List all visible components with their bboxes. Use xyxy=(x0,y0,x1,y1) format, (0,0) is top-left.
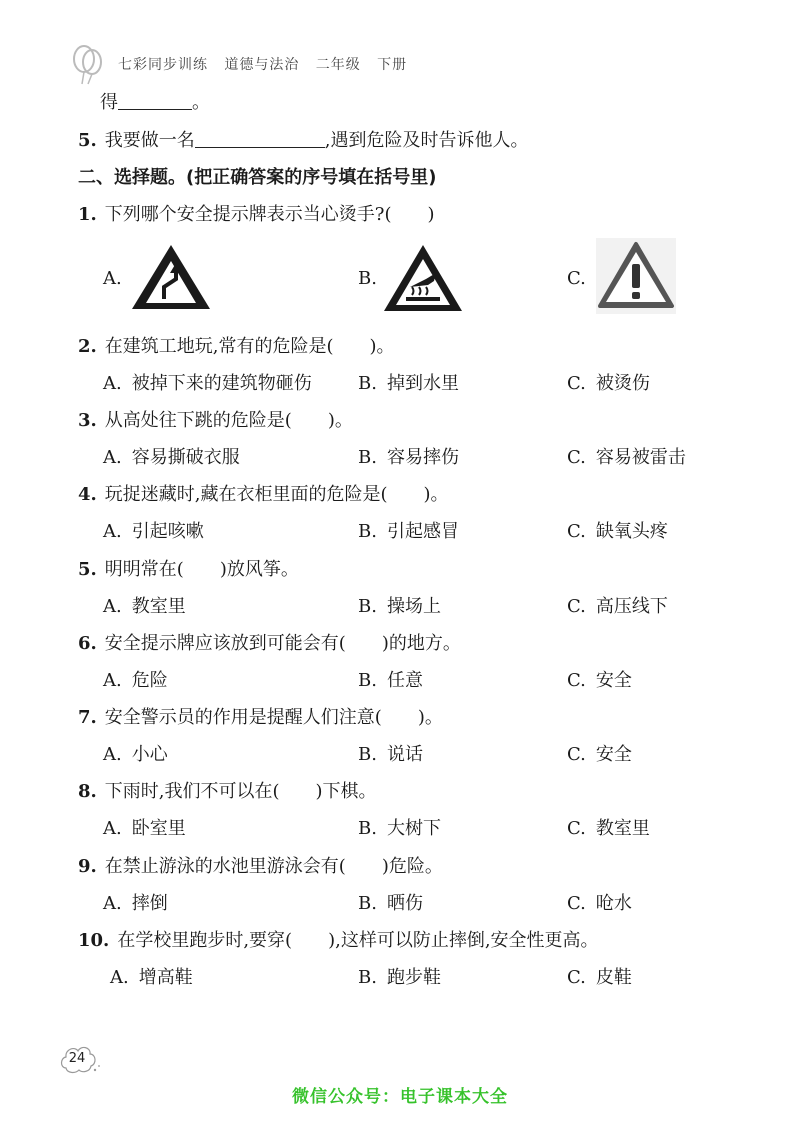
hot-surface-hand-sign-icon xyxy=(382,243,464,313)
option-2-b[interactable]: B. 掉到水里 xyxy=(358,373,459,394)
option-8-c[interactable]: C. 教室里 xyxy=(567,818,650,839)
question-4: 4. 玩捉迷藏时,藏在衣柜里面的危险是( )。 xyxy=(78,484,449,505)
header-title xyxy=(118,54,407,74)
winding-road-sign-icon xyxy=(130,243,212,311)
fill-question-5: 5. 我要做一名 ,遇到危险及时告诉他人。 xyxy=(78,130,529,151)
option-5-b[interactable]: B. 操场上 xyxy=(358,596,441,617)
question-6: 6. 安全提示牌应该放到可能会有( )的地方。 xyxy=(78,633,461,654)
carry-over-line: 得 。 xyxy=(100,92,210,113)
option-1-a[interactable]: A. xyxy=(103,268,122,289)
header-series: 七彩同步训练 xyxy=(118,57,208,73)
question-2: 2. 在建筑工地玩,常有的危险是( )。 xyxy=(78,336,395,357)
option-8-b[interactable]: B. 大树下 xyxy=(358,818,441,839)
header-subject: 道德与法治 xyxy=(224,57,300,73)
page-header xyxy=(70,44,490,84)
option-3-b[interactable]: B. 容易摔伤 xyxy=(358,447,459,468)
option-6-c[interactable]: C. 安全 xyxy=(567,670,632,691)
option-10-a[interactable]: A. 增高鞋 xyxy=(110,967,193,988)
option-3-a[interactable]: A. 容易撕破衣服 xyxy=(103,447,240,468)
option-4-a[interactable]: A. 引起咳嗽 xyxy=(103,521,204,542)
option-1-b[interactable]: B. xyxy=(358,268,377,289)
option-8-a[interactable]: A. 卧室里 xyxy=(103,818,186,839)
question-1: 1. 下列哪个安全提示牌表示当心烫手?( ) xyxy=(78,204,435,225)
question-7: 7. 安全警示员的作用是提醒人们注意( )。 xyxy=(78,707,443,728)
option-2-a[interactable]: A. 被掉下来的建筑物砸伤 xyxy=(103,373,312,394)
question-8: 8. 下雨时,我们不可以在( )下棋。 xyxy=(78,781,377,802)
watermark-text: 微信公众号：电子课本大全 xyxy=(292,1087,508,1107)
option-5-c[interactable]: C. 高压线下 xyxy=(567,596,668,617)
exclamation-warning-sign-icon xyxy=(596,238,676,314)
question-3: 3. 从高处往下跳的危险是( )。 xyxy=(78,410,353,431)
balloon-icon xyxy=(70,44,110,88)
option-6-b[interactable]: B. 任意 xyxy=(358,670,423,691)
question-10: 10. 在学校里跑步时,要穿( ),这样可以防止摔倒,安全性更高。 xyxy=(78,930,599,951)
fill-blank[interactable] xyxy=(118,91,192,110)
header-grade: 二年级 xyxy=(315,57,361,73)
option-7-b[interactable]: B. 说话 xyxy=(358,744,423,765)
option-4-c[interactable]: C. 缺氧头疼 xyxy=(567,521,668,542)
question-5: 5. 明明常在( )放风筝。 xyxy=(78,559,299,580)
option-10-c[interactable]: C. 皮鞋 xyxy=(567,967,632,988)
option-1-c[interactable]: C. xyxy=(567,268,586,289)
section-title: 二、选择题。(把正确答案的序号填在括号里) xyxy=(78,167,437,188)
option-6-a[interactable]: A. 危险 xyxy=(103,670,168,691)
option-7-c[interactable]: C. 安全 xyxy=(567,744,632,765)
option-7-a[interactable]: A. 小心 xyxy=(103,744,168,765)
option-9-b[interactable]: B. 晒伤 xyxy=(358,893,423,914)
fill-blank[interactable] xyxy=(195,129,325,148)
option-9-c[interactable]: C. 呛水 xyxy=(567,893,632,914)
header-volume: 下册 xyxy=(377,57,408,73)
option-9-a[interactable]: A. 摔倒 xyxy=(103,893,168,914)
option-5-a[interactable]: A. 教室里 xyxy=(103,596,186,617)
option-3-c[interactable]: C. 容易被雷击 xyxy=(567,447,686,468)
option-4-b[interactable]: B. 引起感冒 xyxy=(358,521,459,542)
option-10-b[interactable]: B. 跑步鞋 xyxy=(358,967,441,988)
option-2-c[interactable]: C. 被烫伤 xyxy=(567,373,650,394)
question-9: 9. 在禁止游泳的水池里游泳会有( )危险。 xyxy=(78,856,443,877)
